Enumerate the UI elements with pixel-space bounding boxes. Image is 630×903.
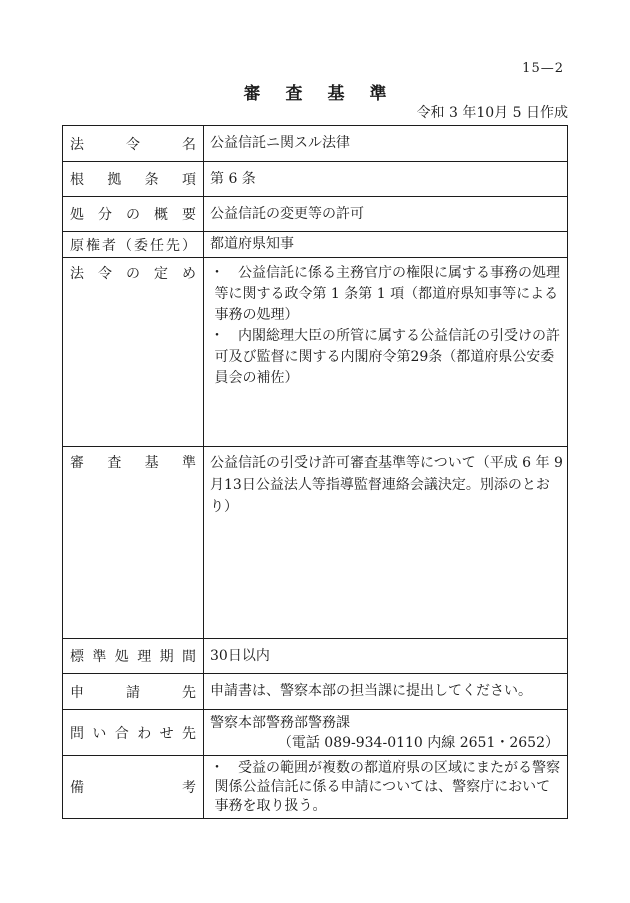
table-row-legal-provisions bbox=[63, 258, 568, 447]
document-title-text: 審査基準 bbox=[243, 84, 412, 104]
row-label: 法令名 bbox=[63, 126, 204, 162]
value-line: 第 6 条 bbox=[210, 170, 256, 187]
row-value bbox=[204, 258, 568, 447]
value-line: 公益信託ニ関スル法律 bbox=[210, 135, 350, 151]
row-label: 問い合わせ先 bbox=[63, 710, 204, 756]
row-value bbox=[204, 232, 568, 258]
table-row-original-authority bbox=[63, 232, 568, 258]
row-value bbox=[204, 674, 568, 710]
row-value bbox=[204, 197, 568, 232]
value-line-phone: （電話 089-934-0110 内線 2651・2652） bbox=[277, 735, 559, 751]
value-line: り） bbox=[210, 499, 238, 515]
value-line: ・ 受益の範囲が複数の都道府県の区域にまたがる警察 bbox=[210, 760, 560, 776]
table-row-basis-clause bbox=[63, 162, 568, 197]
row-value bbox=[204, 447, 568, 639]
value-line: 公益信託の引受け許可審査基準等について（平成 6 年 9 bbox=[210, 455, 563, 471]
row-label: 処分の概要 bbox=[63, 197, 204, 232]
creation-date: 令和 3 年10月 5 日作成 bbox=[416, 105, 568, 121]
table-row-law-name bbox=[63, 126, 568, 162]
value-line: 月13日公益法人等指導監督連絡会議決定。別添のとお bbox=[210, 477, 550, 493]
table-row-contact bbox=[63, 710, 568, 756]
row-label: 審査基準 bbox=[63, 447, 204, 639]
table-row-standard-processing-period bbox=[63, 639, 568, 674]
row-label: 標準処理期間 bbox=[63, 639, 204, 674]
table-row-examination-criteria bbox=[63, 447, 568, 639]
row-label: 申請先 bbox=[63, 674, 204, 710]
value-line: 事務の処理） bbox=[210, 307, 299, 323]
value-line: 等に関する政令第 1 条第 1 項（都道府県知事等による bbox=[210, 286, 559, 302]
value-line: 30日以内 bbox=[210, 647, 270, 664]
row-label: 原権者（委任先） bbox=[63, 232, 204, 258]
table-row-remarks bbox=[63, 756, 568, 819]
table-row-disposition-summary bbox=[63, 197, 568, 232]
row-value bbox=[204, 639, 568, 674]
value-line: ・ 公益信託に係る主務官庁の権限に属する事務の処理 bbox=[210, 265, 560, 281]
value-line: 公益信託の変更等の許可 bbox=[210, 205, 364, 222]
value-line: 警察本部警務部警務課 bbox=[210, 715, 350, 731]
row-value bbox=[204, 126, 568, 162]
value-line: 員会の補佐） bbox=[210, 370, 299, 386]
row-label: 備考 bbox=[63, 756, 204, 819]
criteria-table bbox=[62, 125, 568, 819]
row-label: 法令の定め bbox=[63, 258, 204, 447]
row-value bbox=[204, 162, 568, 197]
page-number: 15—2 bbox=[522, 61, 564, 76]
row-value bbox=[204, 710, 568, 756]
value-line: 可及び監督に関する内閣府令第29条（都道府県公安委 bbox=[210, 349, 555, 365]
value-line: ・ 内閣総理大臣の所管に属する公益信託の引受けの許 bbox=[210, 328, 560, 344]
value-line: 関係公益信託に係る申請については、警察庁において bbox=[210, 779, 551, 795]
value-line: 事務を取り扱う。 bbox=[210, 798, 327, 814]
row-value bbox=[204, 756, 568, 819]
value-line: 申請書は、警察本部の担当課に提出してください。 bbox=[210, 683, 532, 699]
table-row-application-destination bbox=[63, 674, 568, 710]
value-line: 都道府県知事 bbox=[210, 236, 294, 252]
row-label: 根拠条項 bbox=[63, 162, 204, 197]
document-title bbox=[0, 79, 630, 104]
